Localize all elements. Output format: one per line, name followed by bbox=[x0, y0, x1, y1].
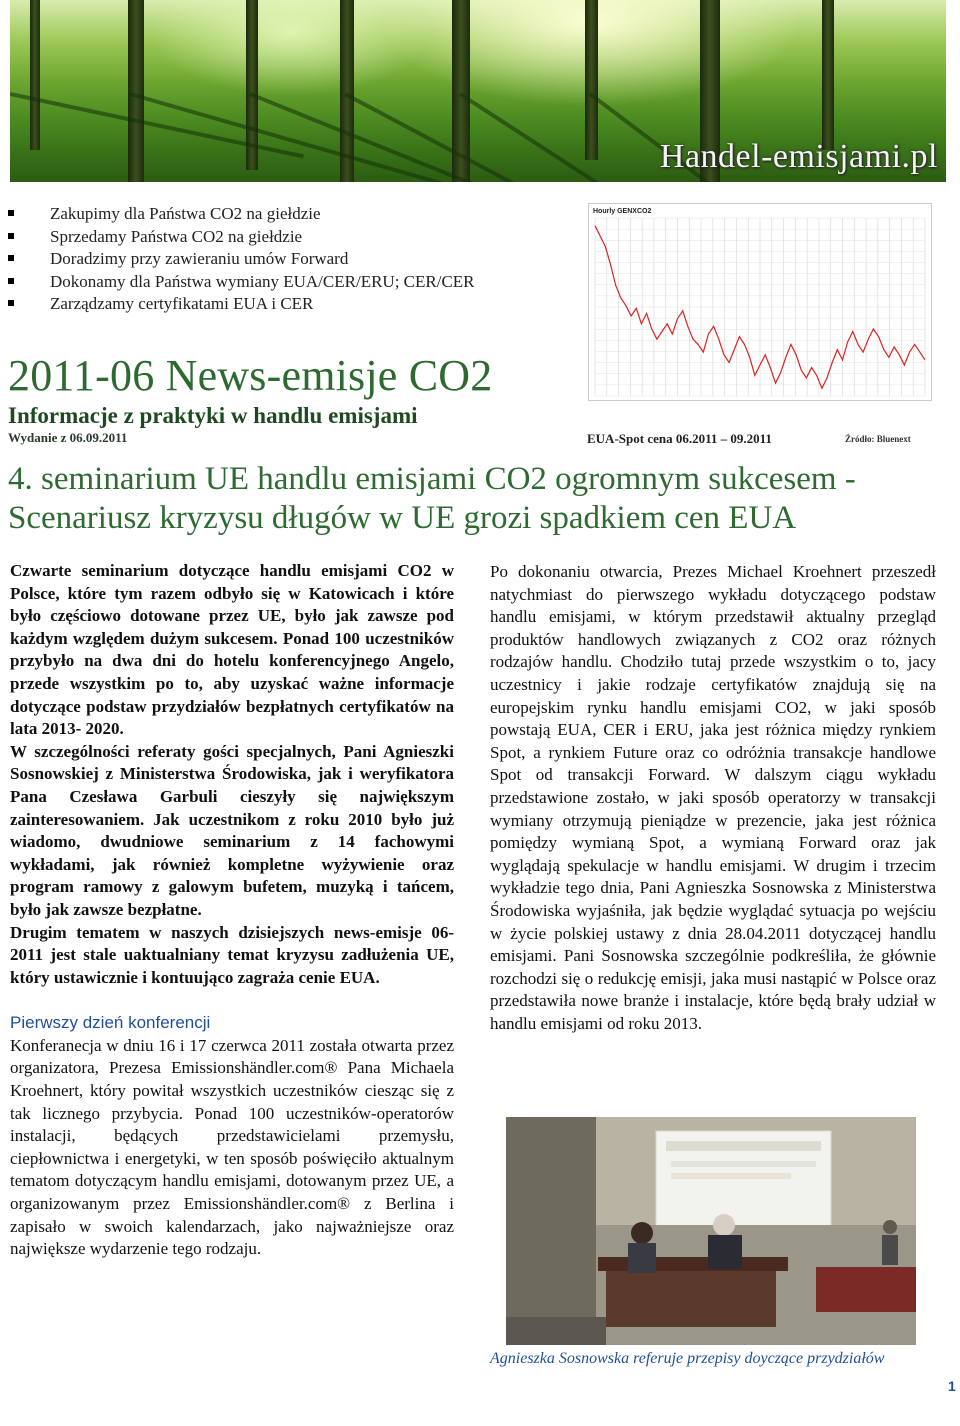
square-bullet-icon bbox=[8, 210, 14, 216]
list-item: Doradzimy przy zawieraniu umów Forward bbox=[8, 248, 475, 271]
section-heading: Pierwszy dzień konferencji bbox=[10, 1013, 211, 1033]
lecture-paragraph: Po dokonaniu otwarcia, Prezes Michael Kroehnert przeszedł natychmiast do pierwszego wykładu dotyczącego podstaw handlu emisjami, w którym przedstawił aktualny przegląd produktów handlowych związanych z CO2 oraz różnych rodzajów handlu. Chodziło tutaj przede wszystkim o to, jacy uczestnicy i jakie rodzaje certyfikatów znajdują się na europejskim rynku handlu emisjami CO2, w jaki sposób powstają EUA, CER i ERU, jaka jest różnica między rynkiem Spot, a rynkiem Future oraz co odróżnia transakcje handlowe Spot od transakcji Forward. W dalszym ciągu wykładu przedstawione zostało, w jaki sposób operatorzy w transakcji wymiany otrzymują pieniądze w prezencie, jaka jest różnica pomiędzy wymianą Spot, a wymianą Forward oraz jak wyglądają spekulacje w handlu emisjami. W drugim i trzecim wykładzie tego dnia, Pani Agnieszka Sosnowska z Ministerstwa Środowiska wyjaśniła, jak będzie wyglądać sytuacja po wejściu w życie polskiej ustawy z dnia 28.04.2011 dotyczącej handlu emisjami. Pani Sosnowska szczególnie podkreśliła, że głównie rozchodzi się o redukcję emisji, jaka musi nastąpić w Polsce oraz przedstawiła nowe branże i instalacje, które będą brały udział w handlu emisjami od roku 2013. bbox=[490, 562, 936, 1033]
list-item: Zakupimy dla Państwa CO2 na giełdzie bbox=[8, 203, 475, 226]
conference-paragraph: Konferanecja w dniu 16 i 17 czerwca 2011 została otwarta przez organizatora, Prezesa Emissionshändler.com® Pana Michaela Kroehnert, który powitał wszystkich uczestników ciesząc się z tak licznego przybycia. Ponad 100 uczestników-operatorów instalacji, będących przedstawicielami przemysłu, ciepłownictwa i energetyki, w ten sposób poświęciło aktualnym tematom dotyczącym handlu emisjami, dotowanym przez UE, a organizowanym przez Emissionshändler.com® z Berlina i zapisało w swoich kalendarzach, jako najważniejsze oraz największe wydarzenie tego rodzaju. bbox=[10, 1035, 454, 1259]
list-item: Dokonamy dla Państwa wymiany EUA/CER/ERU; CER/CER bbox=[8, 271, 475, 294]
article-headline: 4. seminarium UE handlu emisjami CO2 ogromnym sukcesem - Scenariusz kryzysu długów w UE grozi spadkiem cen EUA bbox=[8, 461, 856, 536]
photo-caption: Agnieszka Sosnowska referuje przepisy doyczące przydziałów bbox=[490, 1350, 885, 1367]
page-subtitle: Informacje z praktyki w handlu emisjami bbox=[8, 403, 418, 428]
list-item: Zarządzamy certyfikatami EUA i CER bbox=[8, 293, 475, 316]
conference-photo-svg bbox=[506, 1117, 916, 1345]
list-item: Sprzedamy Państwa CO2 na giełdzie bbox=[8, 226, 475, 249]
chart-caption: EUA-Spot cena 06.2011 – 09.2011 bbox=[587, 431, 772, 446]
page-title: 2011-06 News-emisje CO2 bbox=[8, 351, 493, 400]
price-chart bbox=[588, 203, 932, 401]
intro-paragraph: Czwarte seminarium dotyczące handlu emisjami CO2 w Polsce, które tym razem odbyło się w Katowicach i które było częściowo dotowane przez UE, było jak zawsze pod każdym względem dużym sukcesem. Ponad 100 uczestników przybyło na dwa dni do hotelu konferencyjnego Angelo, przede wszystkim po to, aby uzyskać ważne informacje dotyczące podstaw przydziałów bezpłatnych certyfikatów na lata 2013- 2020. bbox=[10, 561, 454, 739]
square-bullet-icon bbox=[8, 233, 14, 239]
guests-paragraph: W szczególności referaty gości specjalnych, Pani Agnieszki Sosnowskiej z Ministerstwa Środowiska, jak i weryfikatora Pana Czesława Garbuli cieszyły się największym zainteresowaniem. Jak uczestnikom z roku 2010 było już wiadomo, dwudniowe seminarium z 14 fachowymi wykładami, jak również kompletne wyżywienie oraz program ramowy z galowym bufetem, muzyką i tańcem, było jak zawsze bezpłatne. bbox=[10, 741, 454, 919]
crisis-paragraph: Drugim tematem w naszych dzisiejszych news-emisje 06-2011 jest stale uaktualniany temat kryzysu zadłużenia UE, który ustawicznie i kontuująco zagraża cenie EUA. bbox=[10, 922, 454, 987]
right-column bbox=[490, 561, 936, 1035]
left-column bbox=[10, 560, 454, 1261]
header-banner-image bbox=[10, 0, 946, 182]
chart-title: Hourly GENXCO2 bbox=[593, 208, 652, 215]
square-bullet-icon bbox=[8, 278, 14, 284]
services-list bbox=[8, 203, 475, 316]
square-bullet-icon bbox=[8, 300, 14, 306]
chart-source: Źródło: Bluenext bbox=[845, 434, 911, 444]
price-chart-svg bbox=[589, 204, 931, 400]
conference-photo bbox=[506, 1117, 916, 1345]
edition-date: Wydanie z 06.09.2011 bbox=[8, 430, 128, 445]
square-bullet-icon bbox=[8, 255, 14, 261]
brand-logo-text: Handel-emisjami.pl bbox=[659, 138, 938, 175]
page-number: 1 bbox=[948, 1378, 956, 1394]
